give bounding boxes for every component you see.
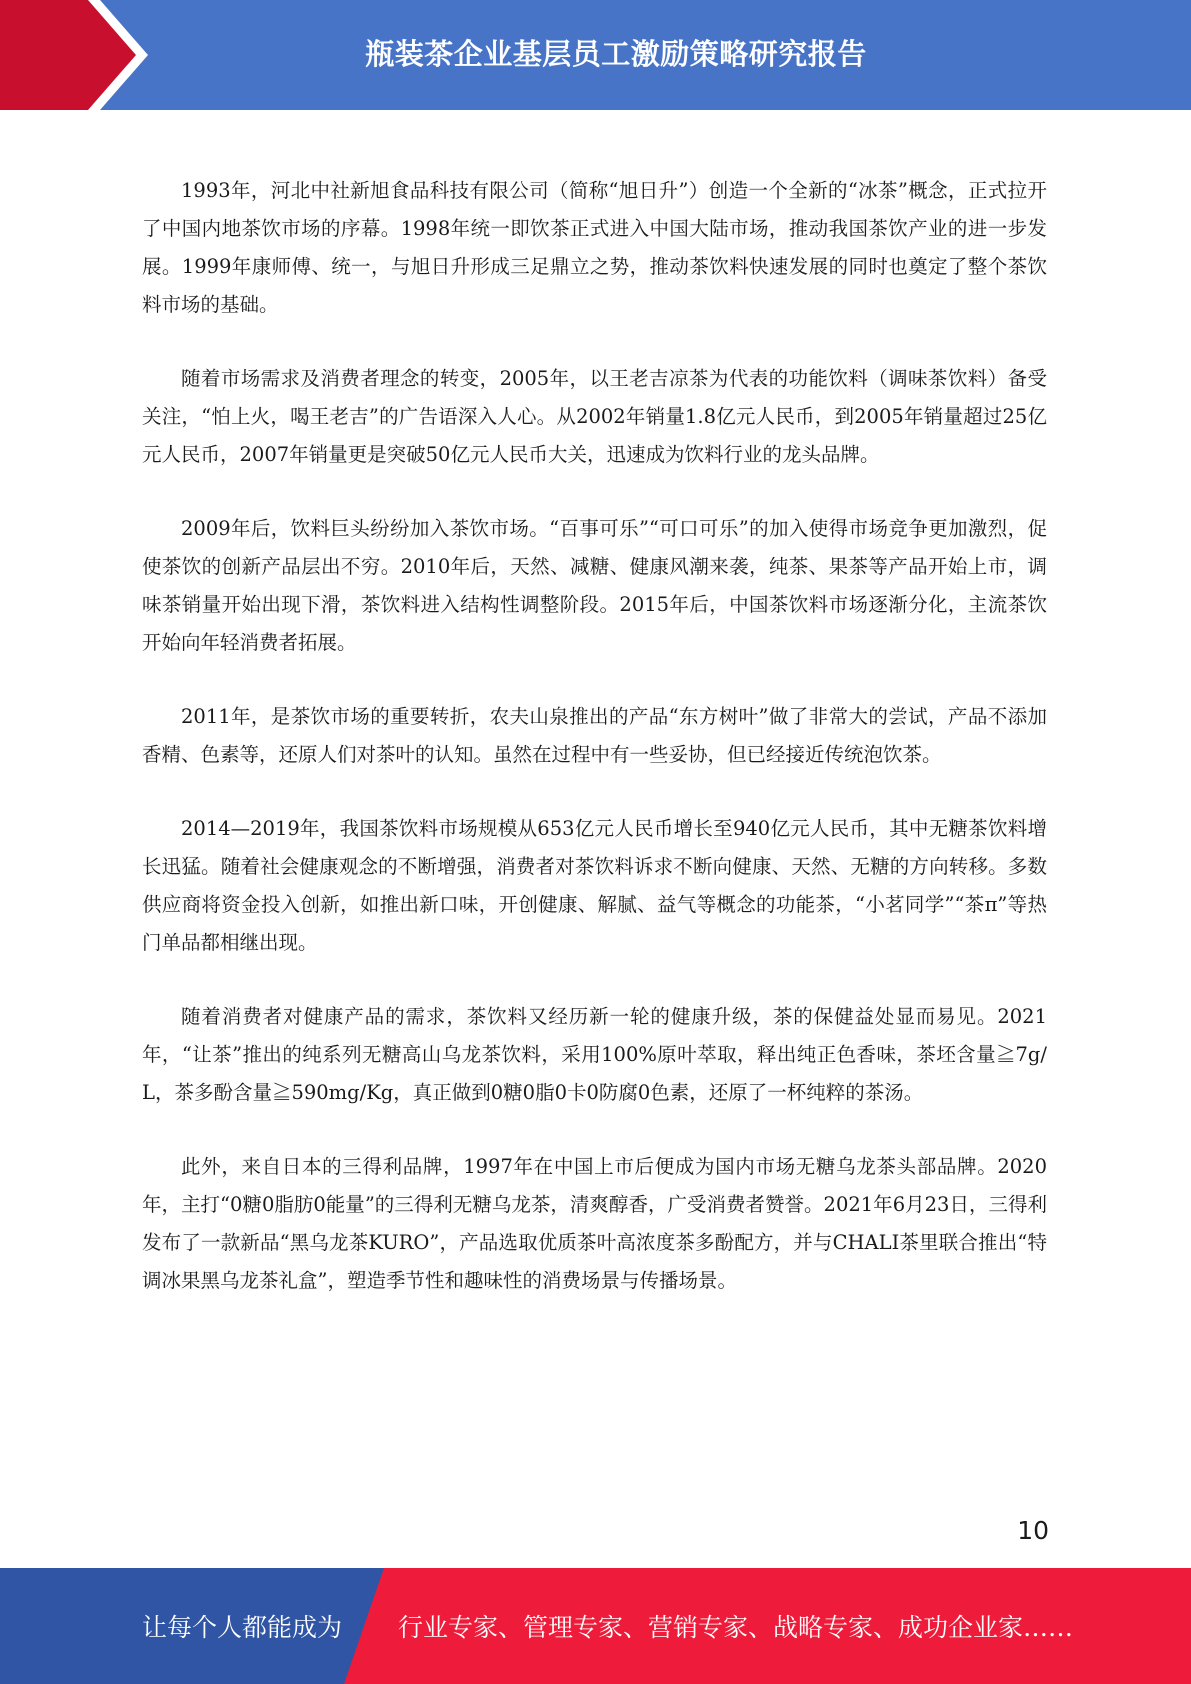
body-content [142,172,1047,1336]
paragraph: 2011年，是茶饮市场的重要转折，农夫山泉推出的产品“东方树叶”做了非常大的尝试，产品不添加香精、色素等，还原人们对茶叶的认知。虽然在过程中有一些妥协，但已经接近传统泡饮茶。 [142,705,1047,766]
paragraph: 1993年，河北中社新旭食品科技有限公司（简称“旭日升”）创造一个全新的“冰茶”概念，正式拉开了中国内地茶饮市场的序幕。1998年统一即饮茶正式进入中国大陆市场，推动我国茶饮产业的进一步发展。1999年康师傅、统一，与旭日升形成三足鼎立之势，推动茶饮料快速发展的同时也奠定了整个茶饮料市场的基础。 [142,179,1047,316]
footer-slogan-right: 行业专家、管理专家、营销专家、战略专家、成功企业家…… [398,1613,1074,1642]
paragraph: 随着市场需求及消费者理念的转变，2005年，以王老吉凉茶为代表的功能饮料（调味茶饮料）备受关注，“怕上火，喝王老吉”的广告语深入人心。从2002年销量1.8亿元人民币，到2005年销量超过25亿元人民币，2007年销量更是突破50亿元人民币大关，迅速成为饮料行业的龙头品牌。 [142,367,1047,466]
paragraph: 2014—2019年，我国茶饮料市场规模从653亿元人民币增长至940亿元人民币，其中无糖茶饮料增长迅猛。随着社会健康观念的不断增强，消费者对茶饮料诉求不断向健康、天然、无糖的方向转移。多数供应商将资金投入创新，如推出新口味，开创健康、解腻、益气等概念的功能茶，“小茗同学”“茶π”等热门单品都相继出现。 [142,817,1047,954]
paragraph: 随着消费者对健康产品的需求，茶饮料又经历新一轮的健康升级，茶的保健益处显而易见。2021年，“让茶”推出的纯系列无糖高山乌龙茶饮料，采用100%原叶萃取，释出纯正色香味，茶坯含量≧7g/L，茶多酚含量≧590mg/Kg，真正做到0糖0脂0卡0防腐0色素，还原了一杯纯粹的茶汤。 [142,1005,1047,1104]
footer-slogan-left: 让每个人都能成为 [142,1613,343,1642]
page-header [0,0,1191,110]
page-footer [0,1568,1191,1684]
paragraph: 此外，来自日本的三得利品牌，1997年在中国上市后便成为国内市场无糖乌龙茶头部品牌。2020年，主打“0糖0脂肪0能量”的三得利无糖乌龙茶，清爽醇香，广受消费者赞誉。2021年6月23日，三得利发布了一款新品“黑乌龙茶KURO”，产品选取优质茶叶高浓度茶多酚配方，并与CHALI茶里联合推出“特调冰果黑乌龙茶礼盒”，塑造季节性和趣味性的消费场景与传播场景。 [142,1155,1047,1292]
paragraph: 2009年后，饮料巨头纷纷加入茶饮市场。“百事可乐”“可口可乐”的加入使得市场竞争更加激烈，促使茶饮的创新产品层出不穷。2010年后，天然、减糖、健康风潮来袭，纯茶、果茶等产品开始上市，调味茶销量开始出现下滑，茶饮料进入结构性调整阶段。2015年后，中国茶饮料市场逐渐分化，主流茶饮开始向年轻消费者拓展。 [142,517,1047,654]
page-number: 10 [1017,1516,1049,1545]
report-title: 瓶装茶企业基层员工激励策略研究报告 [365,36,867,71]
